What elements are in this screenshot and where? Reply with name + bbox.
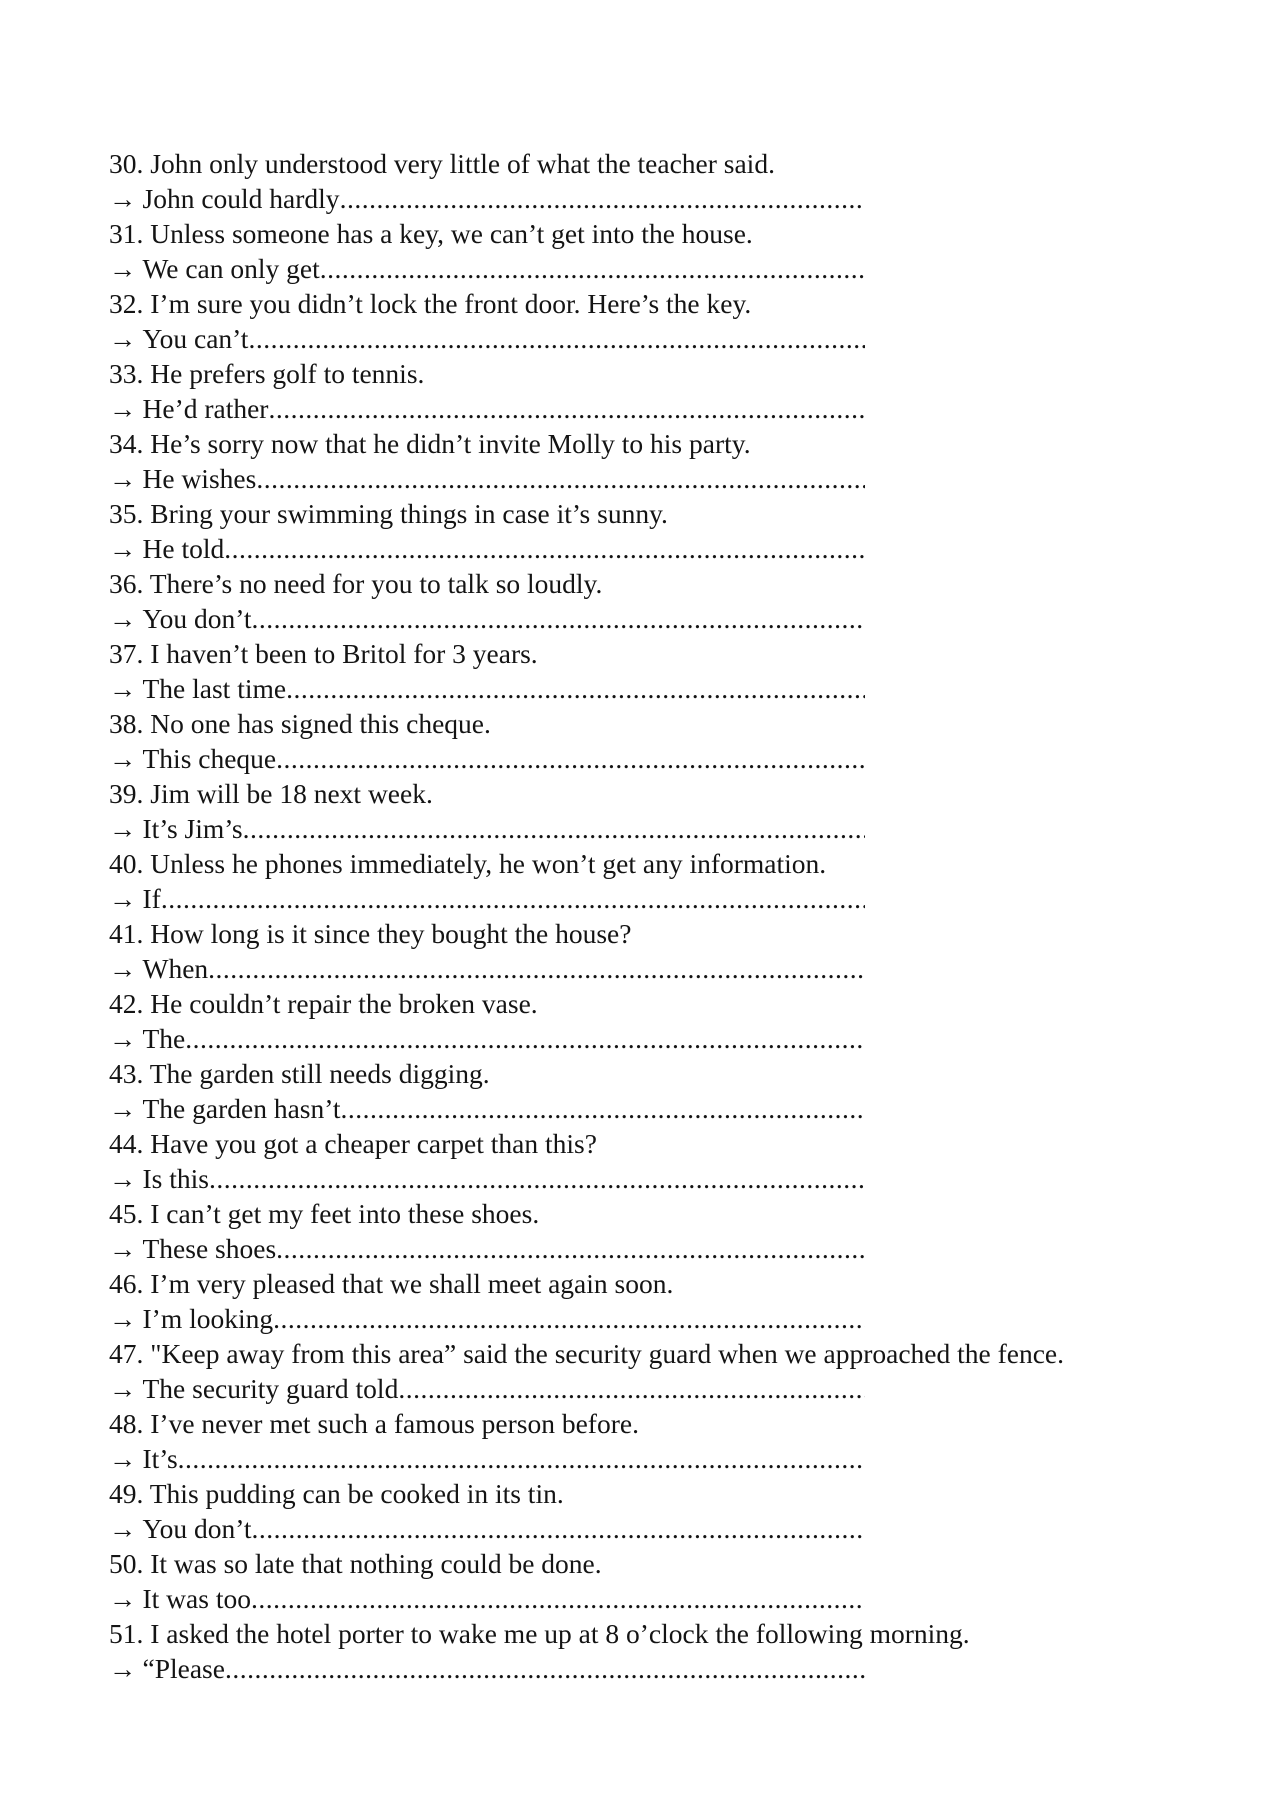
question-sentence: 31. Unless someone has a key, we can’t get into the house. — [109, 218, 753, 249]
question-sentence: 44. Have you got a cheaper carpet than this? — [109, 1128, 597, 1159]
answer-line[interactable] — [109, 1091, 865, 1126]
arrow-icon: → — [109, 183, 137, 214]
answer-line[interactable] — [109, 951, 865, 986]
question-sentence: 36. There’s no need for you to talk so loudly. — [109, 568, 603, 599]
answer-blank[interactable] — [185, 1021, 865, 1056]
exercise-item — [109, 286, 1229, 356]
answer-line[interactable] — [109, 1161, 865, 1196]
arrow-icon: → — [109, 1023, 137, 1054]
exercise-item — [109, 1546, 1229, 1616]
answer-stem: You don’t — [142, 1513, 252, 1544]
answer-line[interactable] — [109, 881, 865, 916]
answer-stem: Is this — [142, 1163, 209, 1194]
answer-line[interactable] — [109, 391, 865, 426]
exercise-item — [109, 496, 1229, 566]
arrow-icon: → — [109, 1653, 137, 1684]
answer-stem: This cheque — [142, 743, 277, 774]
answer-line[interactable] — [109, 1441, 865, 1476]
answer-blank[interactable] — [341, 1091, 865, 1126]
question-sentence: 35. Bring your swimming things in case it’s sunny. — [109, 498, 668, 529]
answer-blank[interactable] — [276, 741, 865, 776]
answer-line[interactable] — [109, 251, 865, 286]
answer-line[interactable] — [109, 1021, 865, 1056]
answer-stem: I’m looking — [142, 1303, 274, 1334]
answer-blank[interactable] — [243, 811, 865, 846]
question-sentence: 32. I’m sure you didn’t lock the front door. Here’s the key. — [109, 288, 752, 319]
answer-stem: The garden hasn’t — [142, 1093, 341, 1124]
arrow-icon: → — [109, 1163, 137, 1194]
arrow-icon: → — [109, 743, 137, 774]
question-sentence: 47. "Keep away from this area” said the security guard when we approached the fence. — [109, 1338, 1064, 1369]
answer-stem: You don’t — [142, 603, 252, 634]
answer-blank[interactable] — [398, 1371, 865, 1406]
answer-blank[interactable] — [320, 251, 865, 286]
answer-blank[interactable] — [286, 671, 865, 706]
answer-blank[interactable] — [340, 181, 865, 216]
answer-line[interactable] — [109, 1581, 865, 1616]
exercise-item — [109, 1126, 1229, 1196]
answer-stem: “Please — [142, 1653, 225, 1684]
exercise-item — [109, 1476, 1229, 1546]
answer-blank[interactable] — [209, 1161, 865, 1196]
arrow-icon: → — [109, 1583, 137, 1614]
arrow-icon: → — [109, 393, 137, 424]
question-sentence: 46. I’m very pleased that we shall meet again soon. — [109, 1268, 674, 1299]
answer-line[interactable] — [109, 741, 865, 776]
question-sentence: 49. This pudding can be cooked in its tin. — [109, 1478, 564, 1509]
arrow-icon: → — [109, 953, 137, 984]
answer-stem: He told — [142, 533, 225, 564]
arrow-icon: → — [109, 463, 137, 494]
answer-stem: He’d rather — [142, 393, 269, 424]
answer-stem: The — [142, 1023, 186, 1054]
question-sentence: 51. I asked the hotel porter to wake me up at 8 o’clock the following morning. — [109, 1618, 970, 1649]
answer-line[interactable] — [109, 181, 865, 216]
arrow-icon: → — [109, 253, 137, 284]
answer-line[interactable] — [109, 1301, 865, 1336]
arrow-icon: → — [109, 1233, 137, 1264]
exercise-item — [109, 776, 1229, 846]
exercise-item — [109, 146, 1229, 216]
answer-line[interactable] — [109, 671, 865, 706]
arrow-icon: → — [109, 1443, 137, 1474]
answer-stem: You can’t — [142, 323, 249, 354]
answer-stem: These shoes — [142, 1233, 277, 1264]
answer-stem: He wishes — [142, 463, 257, 494]
answer-blank[interactable] — [252, 1511, 865, 1546]
answer-blank[interactable] — [276, 1231, 865, 1266]
exercise-item — [109, 1336, 1229, 1406]
answer-line[interactable] — [109, 531, 865, 566]
question-sentence: 45. I can’t get my feet into these shoes. — [109, 1198, 540, 1229]
question-sentence: 39. Jim will be 18 next week. — [109, 778, 433, 809]
exercise-item — [109, 1196, 1229, 1266]
arrow-icon: → — [109, 883, 137, 914]
answer-line[interactable] — [109, 811, 865, 846]
question-sentence: 34. He’s sorry now that he didn’t invite Molly to his party. — [109, 428, 751, 459]
exercise-item — [109, 706, 1229, 776]
exercise-item — [109, 216, 1229, 286]
answer-blank[interactable] — [224, 531, 865, 566]
arrow-icon: → — [109, 673, 137, 704]
answer-stem: The security guard told — [142, 1373, 399, 1404]
exercise-item — [109, 846, 1229, 916]
arrow-icon: → — [109, 533, 137, 564]
answer-line[interactable] — [109, 1231, 865, 1266]
question-sentence: 41. How long is it since they bought the house? — [109, 918, 632, 949]
exercise-item — [109, 1056, 1229, 1126]
exercise-item — [109, 356, 1229, 426]
exercise-item — [109, 1266, 1229, 1336]
exercise-item — [109, 636, 1229, 706]
arrow-icon: → — [109, 603, 137, 634]
question-sentence: 30. John only understood very little of what the teacher said. — [109, 148, 775, 179]
answer-stem: If — [142, 883, 161, 914]
question-sentence: 50. It was so late that nothing could be done. — [109, 1548, 602, 1579]
question-sentence: 33. He prefers golf to tennis. — [109, 358, 425, 389]
answer-line[interactable] — [109, 1651, 865, 1686]
answer-blank[interactable] — [268, 391, 865, 426]
exercise-item — [109, 426, 1229, 496]
answer-blank[interactable] — [161, 881, 865, 916]
exercise-item — [109, 916, 1229, 986]
answer-stem: It’s Jim’s — [142, 813, 243, 844]
answer-blank[interactable] — [225, 1651, 865, 1686]
question-sentence: 43. The garden still needs digging. — [109, 1058, 490, 1089]
arrow-icon: → — [109, 1303, 137, 1334]
answer-blank[interactable] — [178, 1441, 865, 1476]
answer-blank[interactable] — [256, 461, 865, 496]
question-sentence: 40. Unless he phones immediately, he won’t get any information. — [109, 848, 827, 879]
question-sentence: 38. No one has signed this cheque. — [109, 708, 491, 739]
answer-line[interactable] — [109, 1511, 865, 1546]
answer-stem: The last time — [142, 673, 287, 704]
answer-stem: When — [142, 953, 209, 984]
answer-blank[interactable] — [252, 601, 865, 636]
answer-line[interactable] — [109, 601, 865, 636]
question-sentence: 37. I haven’t been to Britol for 3 years. — [109, 638, 538, 669]
arrow-icon: → — [109, 323, 137, 354]
answer-line[interactable] — [109, 321, 865, 356]
exercise-item — [109, 1406, 1229, 1476]
answer-blank[interactable] — [273, 1301, 865, 1336]
arrow-icon: → — [109, 1373, 137, 1404]
exercise-item — [109, 566, 1229, 636]
answer-line[interactable] — [109, 461, 865, 496]
question-sentence: 48. I’ve never met such a famous person before. — [109, 1408, 639, 1439]
answer-blank[interactable] — [208, 951, 865, 986]
arrow-icon: → — [109, 813, 137, 844]
arrow-icon: → — [109, 1513, 137, 1544]
answer-stem: John could hardly — [142, 183, 340, 214]
answer-stem: We can only get — [142, 253, 320, 284]
question-sentence: 42. He couldn’t repair the broken vase. — [109, 988, 538, 1019]
answer-blank[interactable] — [251, 1581, 865, 1616]
sentence-transformation-exercise — [109, 146, 1229, 1686]
answer-stem: It’s — [142, 1443, 178, 1474]
answer-blank[interactable] — [248, 321, 865, 356]
answer-line[interactable] — [109, 1371, 865, 1406]
answer-stem: It was too — [142, 1583, 251, 1614]
arrow-icon: → — [109, 1093, 137, 1124]
exercise-item — [109, 986, 1229, 1056]
exercise-item — [109, 1616, 1229, 1686]
